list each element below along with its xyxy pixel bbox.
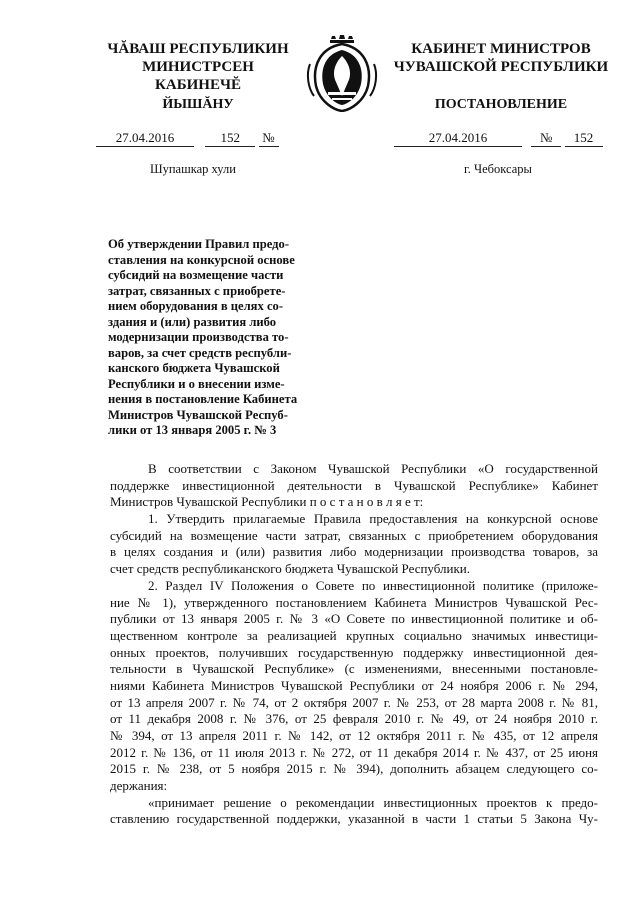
- body-line: 1. Утвердить прилагаемые Правила предоставления на конкурсной основе: [148, 511, 598, 527]
- left-date: 27.04.2016: [96, 130, 194, 147]
- body-line: «принимает решение о рекомендации инвестиционных проектов к предо-: [148, 794, 598, 810]
- title-line: Республики и о внесении изме-: [108, 376, 285, 391]
- body-line: тельности в Чувашской Республике» (с изменениями, внесенными постановле-: [110, 661, 598, 677]
- body-line: онных проектов, получивших государственную поддержку инвестиционной дея-: [110, 644, 598, 660]
- title-line: канского бюджета Чувашской: [108, 361, 280, 375]
- body-line: № 394, от 13 апреля 2011 г. № 142, от 12 октября 2011 г. № 435, от 12 апреля: [110, 728, 598, 743]
- right-date: 27.04.2016: [394, 130, 522, 147]
- body-line: 2012 г. № 136, от 11 июля 2013 г. № 272, от 11 декабря 2014 г. № 437, от 25 июня: [110, 744, 598, 760]
- right-date-number: [394, 130, 603, 146]
- document-title: [108, 237, 304, 439]
- header-right-line: КАБИНЕТ МИНИСТРОВ: [411, 41, 591, 57]
- right-place: г. Чебоксары: [464, 162, 532, 176]
- right-number-sign: №: [531, 130, 561, 147]
- title-line: лики от 13 января 2005 г. № 3: [108, 423, 277, 437]
- header-left-org: [98, 40, 298, 94]
- title-line: ставления на конкурсной основе: [108, 252, 295, 267]
- header-right-org: [386, 40, 616, 76]
- body-line: Министров Чувашской Республики п о с т а н о в л я е т:: [110, 494, 424, 510]
- title-line: затрат, связанных с приобрете-: [108, 283, 286, 298]
- body-line: 2. Раздел IV Положения о Совете по инвестиционной политике (приложе-: [148, 577, 598, 593]
- document-body: [110, 461, 598, 828]
- left-doctype: ЙЫШĂНУ: [162, 97, 234, 112]
- body-line: щественном контроле за реализацией крупных социально значимых инвестици-: [110, 627, 598, 643]
- title-line: модернизации производства то-: [108, 330, 289, 344]
- body-line: ниями Кабинета Министров Чувашской Республики от 24 ноября 2006 г. № 294,: [110, 677, 598, 693]
- body-line: публики от 13 января 2005 г. № 3 «О Совете по инвестиционной политике и об-: [110, 611, 598, 627]
- body-line: от 11 декабря 2008 г. № 376, от 25 февраля 2010 г. № 49, от 24 ноября 2010 г.: [110, 711, 598, 727]
- body-line: в целях создания и (или) развития либо модернизации производства товаров, за: [110, 544, 598, 560]
- body-line: счет средств республиканского бюджета Чувашской Республики.: [110, 561, 471, 577]
- body-line: поддержке инвестиционной деятельности в Чувашской Республике» Кабинет: [110, 477, 598, 493]
- title-line: Министров Чувашской Респуб-: [108, 407, 288, 422]
- body-line: держания:: [110, 778, 168, 794]
- left-number-sign: №: [259, 130, 279, 147]
- body-line: ставлению государственной поддержки, указанной в части 1 статьи 5 Закона Чу-: [110, 811, 598, 827]
- body-line: субсидий на возмещение части затрат, связанных с приобретением оборудования: [110, 527, 598, 543]
- right-doctype: ПОСТАНОВЛЕНИЕ: [434, 97, 568, 112]
- left-number: 152: [205, 130, 255, 147]
- header-left-line: МИНИСТРСЕН КАБИНЕЧĔ: [142, 59, 254, 93]
- body-line: от 13 апреля 2007 г. № 74, от 2 октября 2007 г. № 253, от 28 марта 2008 г. № 81,: [110, 694, 598, 710]
- body-line: ние № 1), утвержденного постановлением Кабинета Министров Чувашской Рес-: [110, 594, 598, 610]
- title-line: субсидий на возмещение части: [108, 268, 284, 282]
- title-line: Об утверждении Правил предо-: [108, 237, 290, 251]
- header-right-line: ЧУВАШСКОЙ РЕСПУБЛИКИ: [393, 59, 609, 75]
- emblem-icon: [306, 34, 378, 112]
- title-line: варов, за счет средств республи-: [108, 345, 292, 360]
- body-line: 2015 г. № 238, от 5 ноября 2015 г. № 394), дополнить абзацем следующего со-: [110, 761, 598, 777]
- title-line: здания и (или) развития либо: [108, 314, 277, 329]
- body-line: В соответствии с Законом Чувашской Республики «О государственной: [148, 461, 598, 476]
- title-line: нения в постановление Кабинета: [108, 392, 298, 406]
- header-left-line: ЧĂВАШ РЕСПУБЛИКИН: [107, 41, 289, 57]
- right-number: 152: [565, 130, 603, 147]
- left-date-number: [96, 130, 279, 146]
- title-line: нием оборудования в целях со-: [108, 299, 284, 313]
- left-place: Шупашкар хули: [150, 162, 236, 176]
